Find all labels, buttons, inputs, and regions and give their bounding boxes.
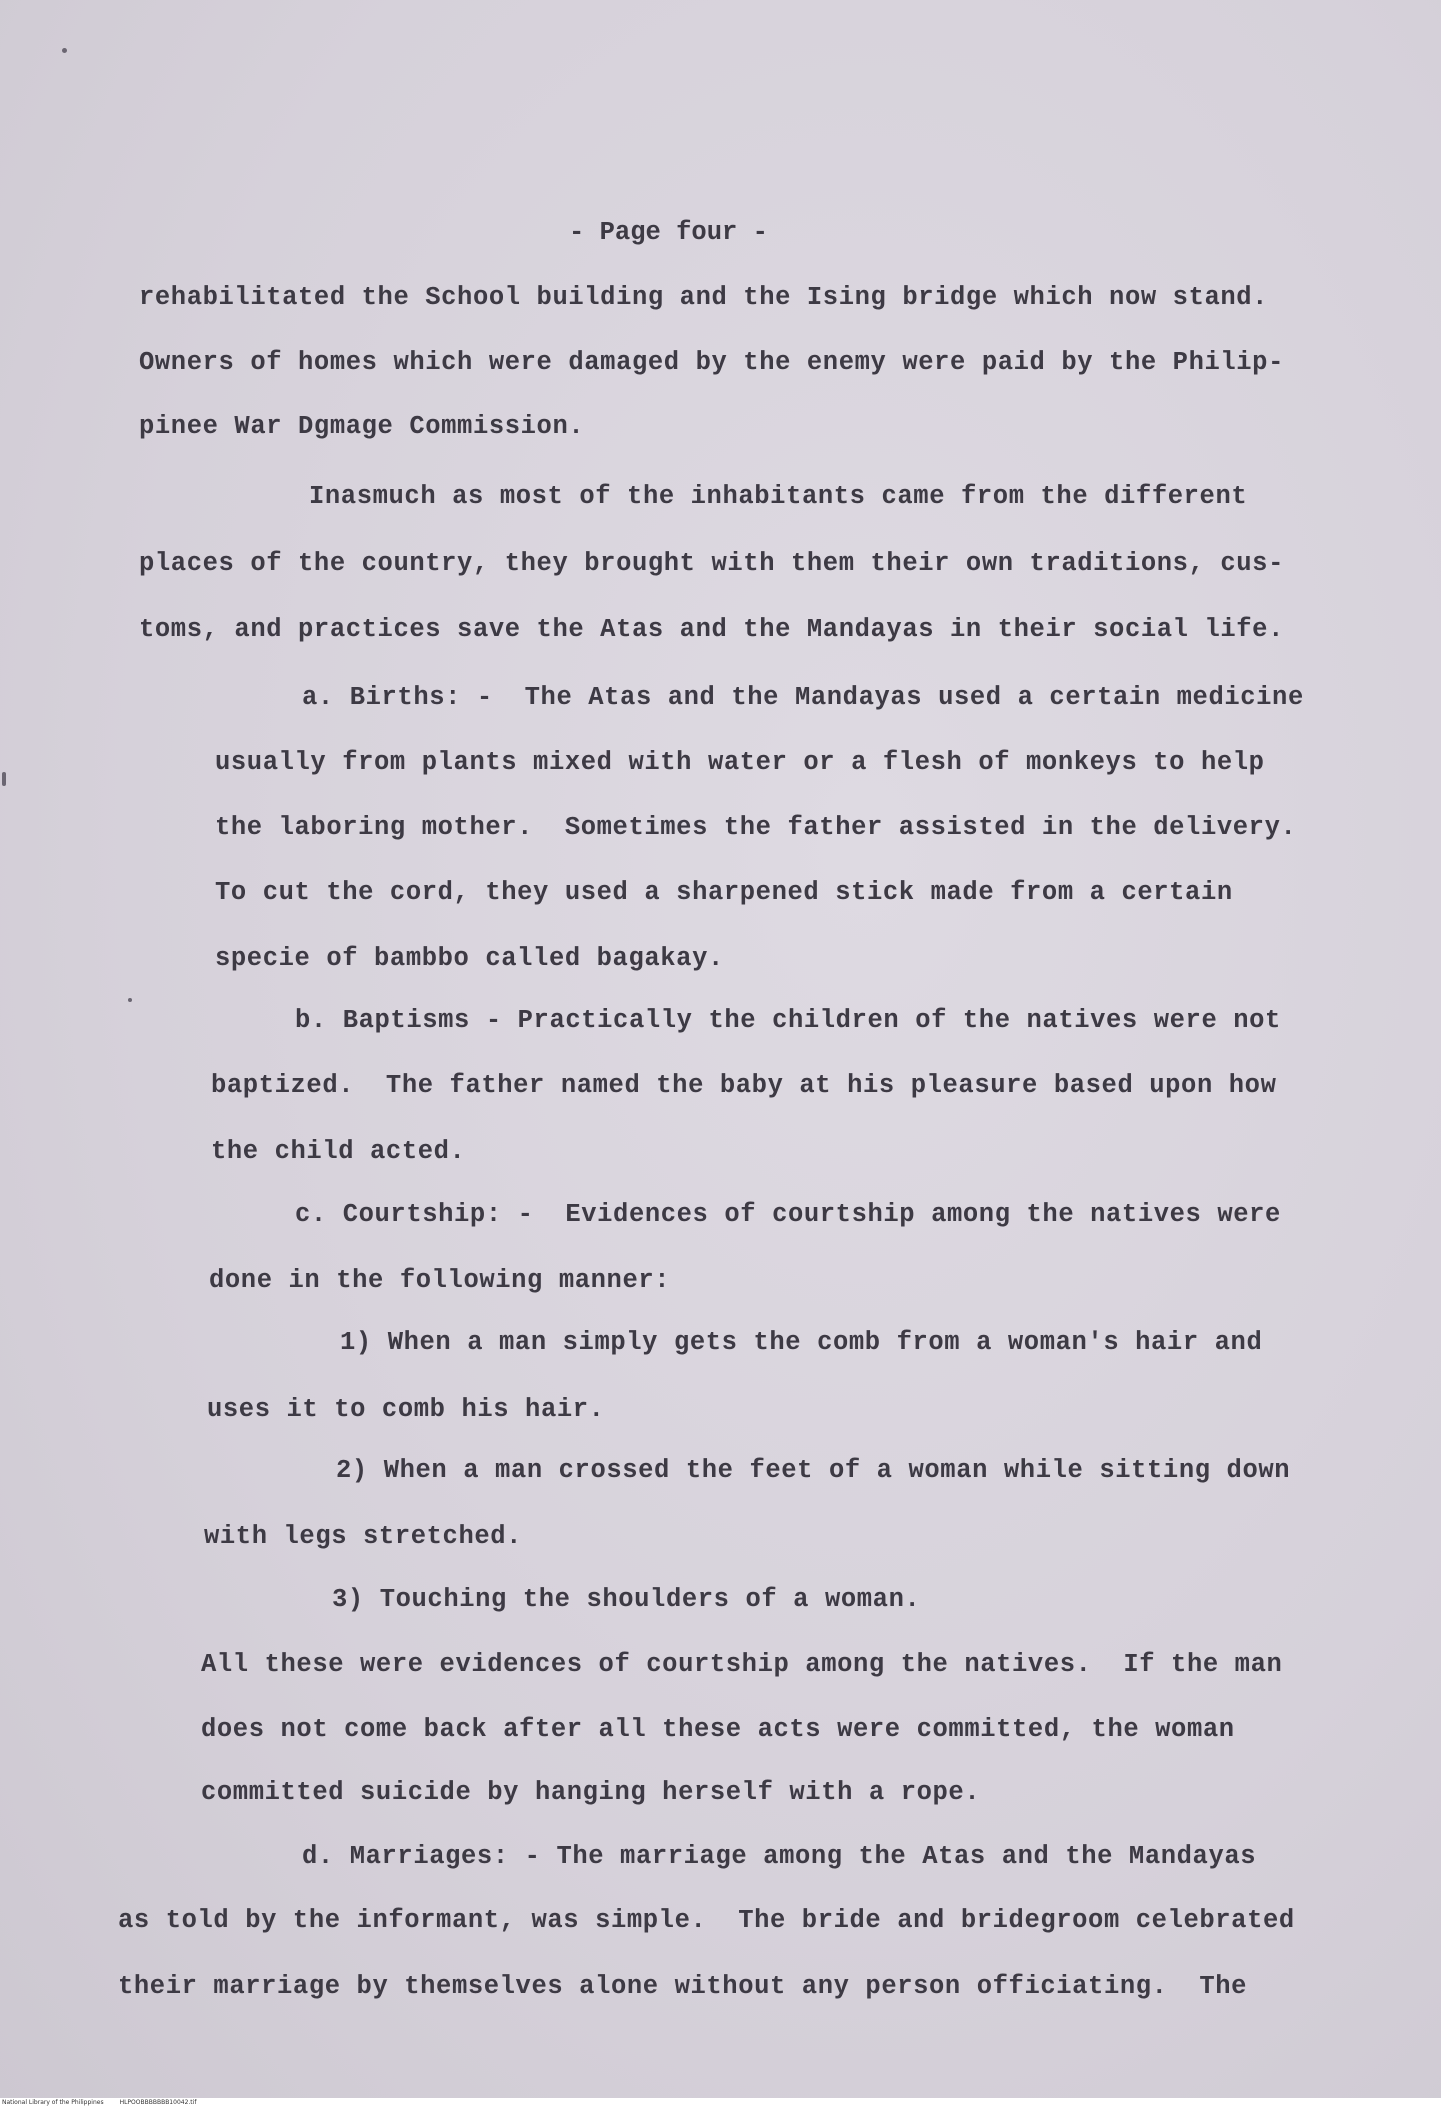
footer-library: National Library of the Philippines xyxy=(2,2099,104,2106)
scan-footer xyxy=(0,2098,1441,2108)
text-line: c. Courtship: - Evidences of courtship among the natives were xyxy=(295,1200,1281,1229)
text-line: rehabilitated the School building and the Ising bridge which now stand. xyxy=(139,283,1269,312)
text-line: done in the following manner: xyxy=(209,1266,671,1295)
text-line: specie of bambbo called bagakay. xyxy=(215,944,724,973)
text-line: their marriage by themselves alone without any person officiating. The xyxy=(118,1972,1248,2001)
text-line: 1) When a man simply gets the comb from a woman's hair and xyxy=(340,1328,1263,1357)
text-line: To cut the cord, they used a sharpened stick made from a certain xyxy=(215,878,1233,907)
text-line: the child acted. xyxy=(211,1137,466,1166)
ink-speck xyxy=(62,48,67,53)
text-line: 2) When a man crossed the feet of a woman while sitting down xyxy=(336,1456,1291,1485)
text-line: committed suicide by hanging herself with a rope. xyxy=(201,1778,981,1807)
text-line: with legs stretched. xyxy=(204,1522,523,1551)
text-line: d. Marriages: - The marriage among the Atas and the Mandayas xyxy=(302,1842,1257,1871)
text-line: usually from plants mixed with water or a flesh of monkeys to help xyxy=(215,748,1265,777)
text-line: pinee War Dgmage Commission. xyxy=(139,412,585,441)
text-line: places of the country, they brought with them their own traditions, cus- xyxy=(139,549,1284,578)
text-line: All these were evidences of courtship among the natives. If the man xyxy=(201,1650,1283,1679)
ink-speck xyxy=(2,772,6,786)
ink-speck xyxy=(128,998,132,1002)
text-line: uses it to comb his hair. xyxy=(207,1395,605,1424)
text-line: a. Births: - The Atas and the Mandayas used a certain medicine xyxy=(302,683,1304,712)
page-header: - Page four - xyxy=(569,218,768,247)
text-line: the laboring mother. Sometimes the father assisted in the delivery. xyxy=(215,813,1297,842)
text-line: 3) Touching the shoulders of a woman. xyxy=(332,1585,921,1614)
text-line: Inasmuch as most of the inhabitants came from the different xyxy=(309,482,1248,511)
footer-file: HLPOOBBBBBBB10042.tif xyxy=(119,2099,197,2106)
text-line: baptized. The father named the baby at his pleasure based upon how xyxy=(211,1071,1277,1100)
text-line: toms, and practices save the Atas and the Mandayas in their social life. xyxy=(139,615,1284,644)
text-line: as told by the informant, was simple. The bride and bridegroom celebrated xyxy=(118,1906,1295,1935)
text-line: Owners of homes which were damaged by the enemy were paid by the Philip- xyxy=(139,348,1284,377)
text-line: b. Baptisms - Practically the children of the natives were not xyxy=(295,1006,1281,1035)
text-line: does not come back after all these acts were committed, the woman xyxy=(201,1715,1235,1744)
